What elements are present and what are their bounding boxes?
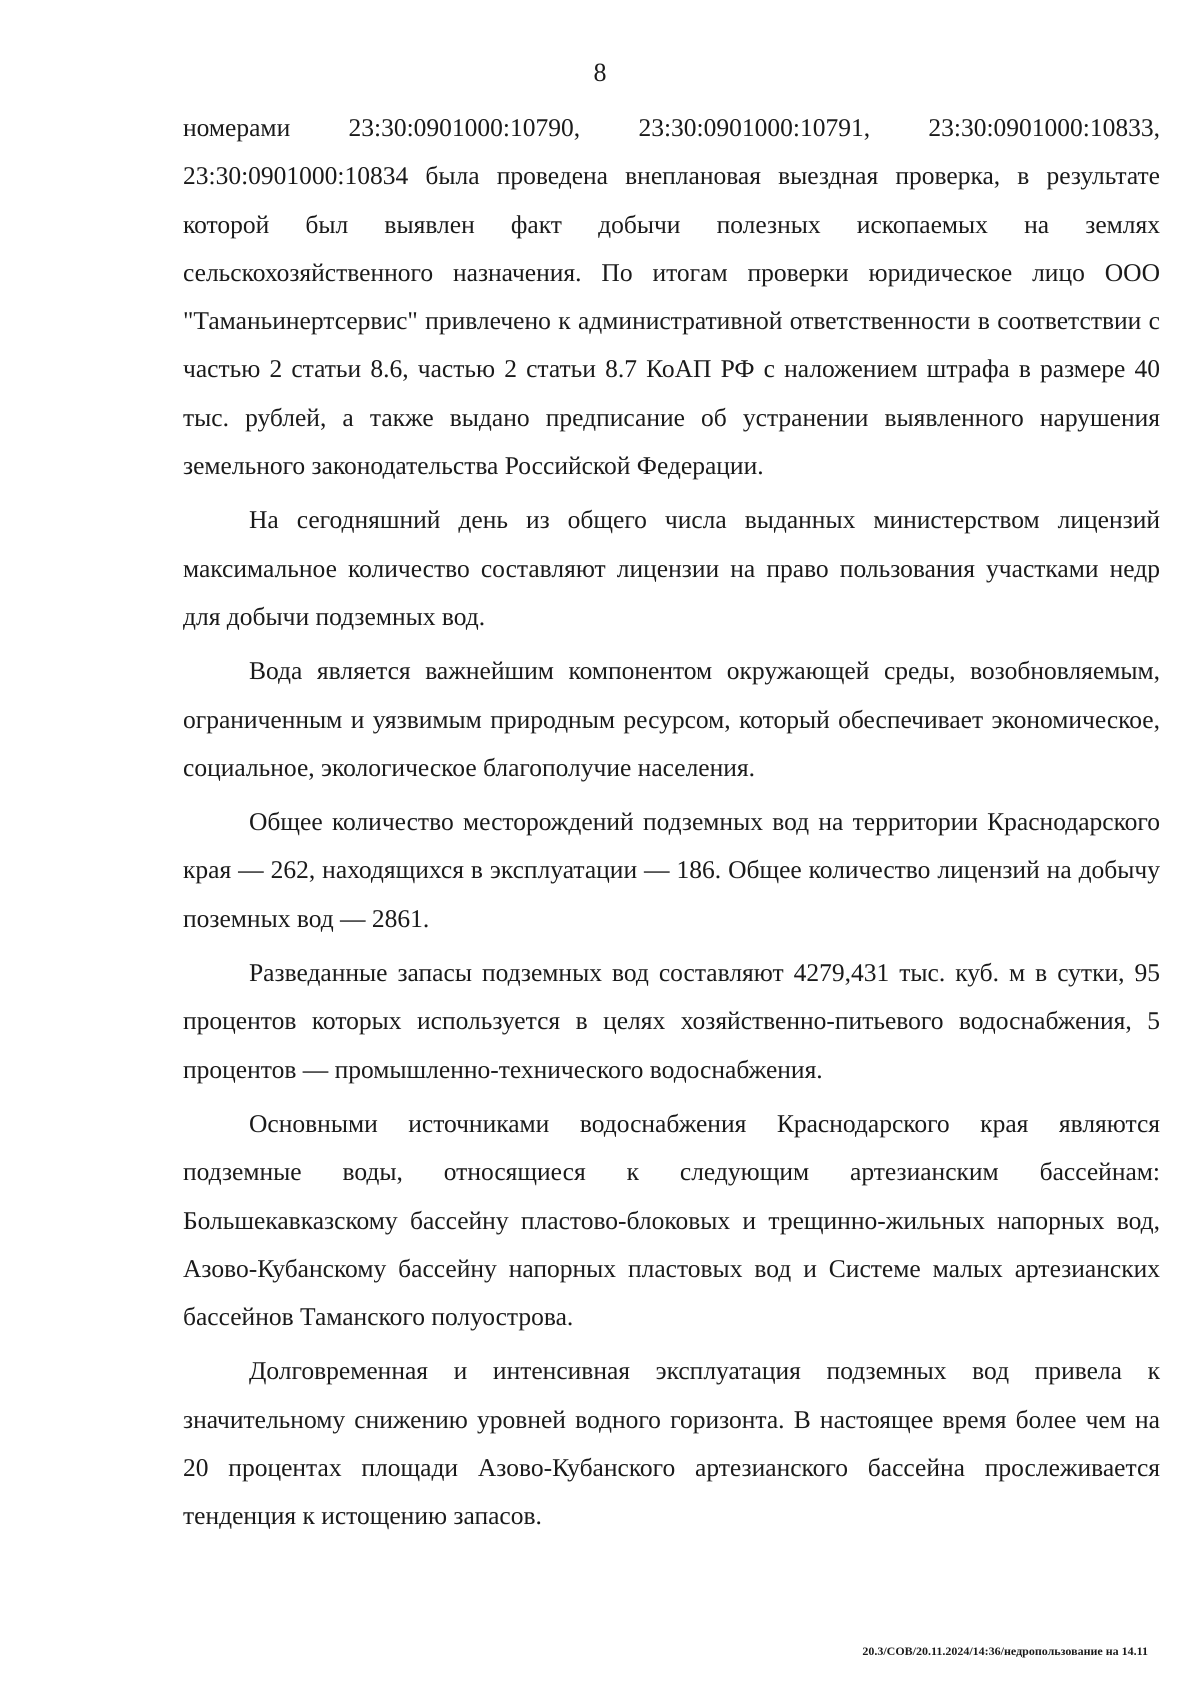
page-number: 8 <box>593 58 607 87</box>
paragraph-water-resource: Вода является важнейшим компонентом окружающей среды, возобновляемым, ограниченным и уязвимым природным ресурсом, который обеспечивает экономическое, социальное, экологическое благополучие населения. <box>183 656 1160 782</box>
paragraph-water-sources: Основными источниками водоснабжения Краснодарского края являются подземные воды, относящиеся к следующим артезианским бассейнам: Большекавказскому бассейну пластово-блоковых и трещинно-жильных напорных вод, Азово-Кубанскому бассейну напорных пластовых вод и Системе малых артезианских бассейнов Таманского полуострова. <box>183 1108 1160 1332</box>
document-footer-code: 20.3/СОВ/20.11.2024/14:36/недропользование на 14.11 <box>862 1644 1148 1658</box>
paragraph-licenses: На сегодняшний день из общего числа выданных министерством лицензий максимальное количество составляют лицензии на право пользования участками недр для добычи подземных вод. <box>183 505 1160 631</box>
paragraph-deposits-count: Общее количество месторождений подземных вод на территории Краснодарского края — 262, находящихся в эксплуатации — 186. Общее количество лицензий на добычу поземных вод — 2861. <box>183 807 1160 933</box>
paragraph-reserves: Разведанные запасы подземных вод составляют 4279,431 тыс. куб. м в сутки, 95 процентов которых используется в целях хозяйственно-питьевого водоснабжения, 5 процентов — промышленно-технического водоснабжения. <box>183 958 1160 1084</box>
document-body <box>183 104 1160 1547</box>
paragraph-inspection-continuation: номерами 23:30:0901000:10790, 23:30:0901000:10791, 23:30:0901000:10833, 23:30:0901000:10834 была проведена внеплановая выездная проверка, в результате которой был выявлен факт добычи полезных ископаемых на землях сельскохозяйственного назначения. По итогам проверки юридическое лицо ООО "Таманьинертсервис" привлечено к административной ответственности в соответствии с частью 2 статьи 8.6, частью 2 статьи 8.7 КоАП РФ с наложением штрафа в размере 40 тыс. рублей, а также выдано предписание об устранении выявленного нарушения земельного законодательства Российской Федерации. <box>183 113 1160 481</box>
paragraph-depletion: Долговременная и интенсивная эксплуатация подземных вод привела к значительному снижению уровней водного горизонта. В настоящее время более чем на 20 процентах площади Азово-Кубанского артезианского бассейна прослеживается тенденция к истощению запасов. <box>183 1356 1160 1531</box>
